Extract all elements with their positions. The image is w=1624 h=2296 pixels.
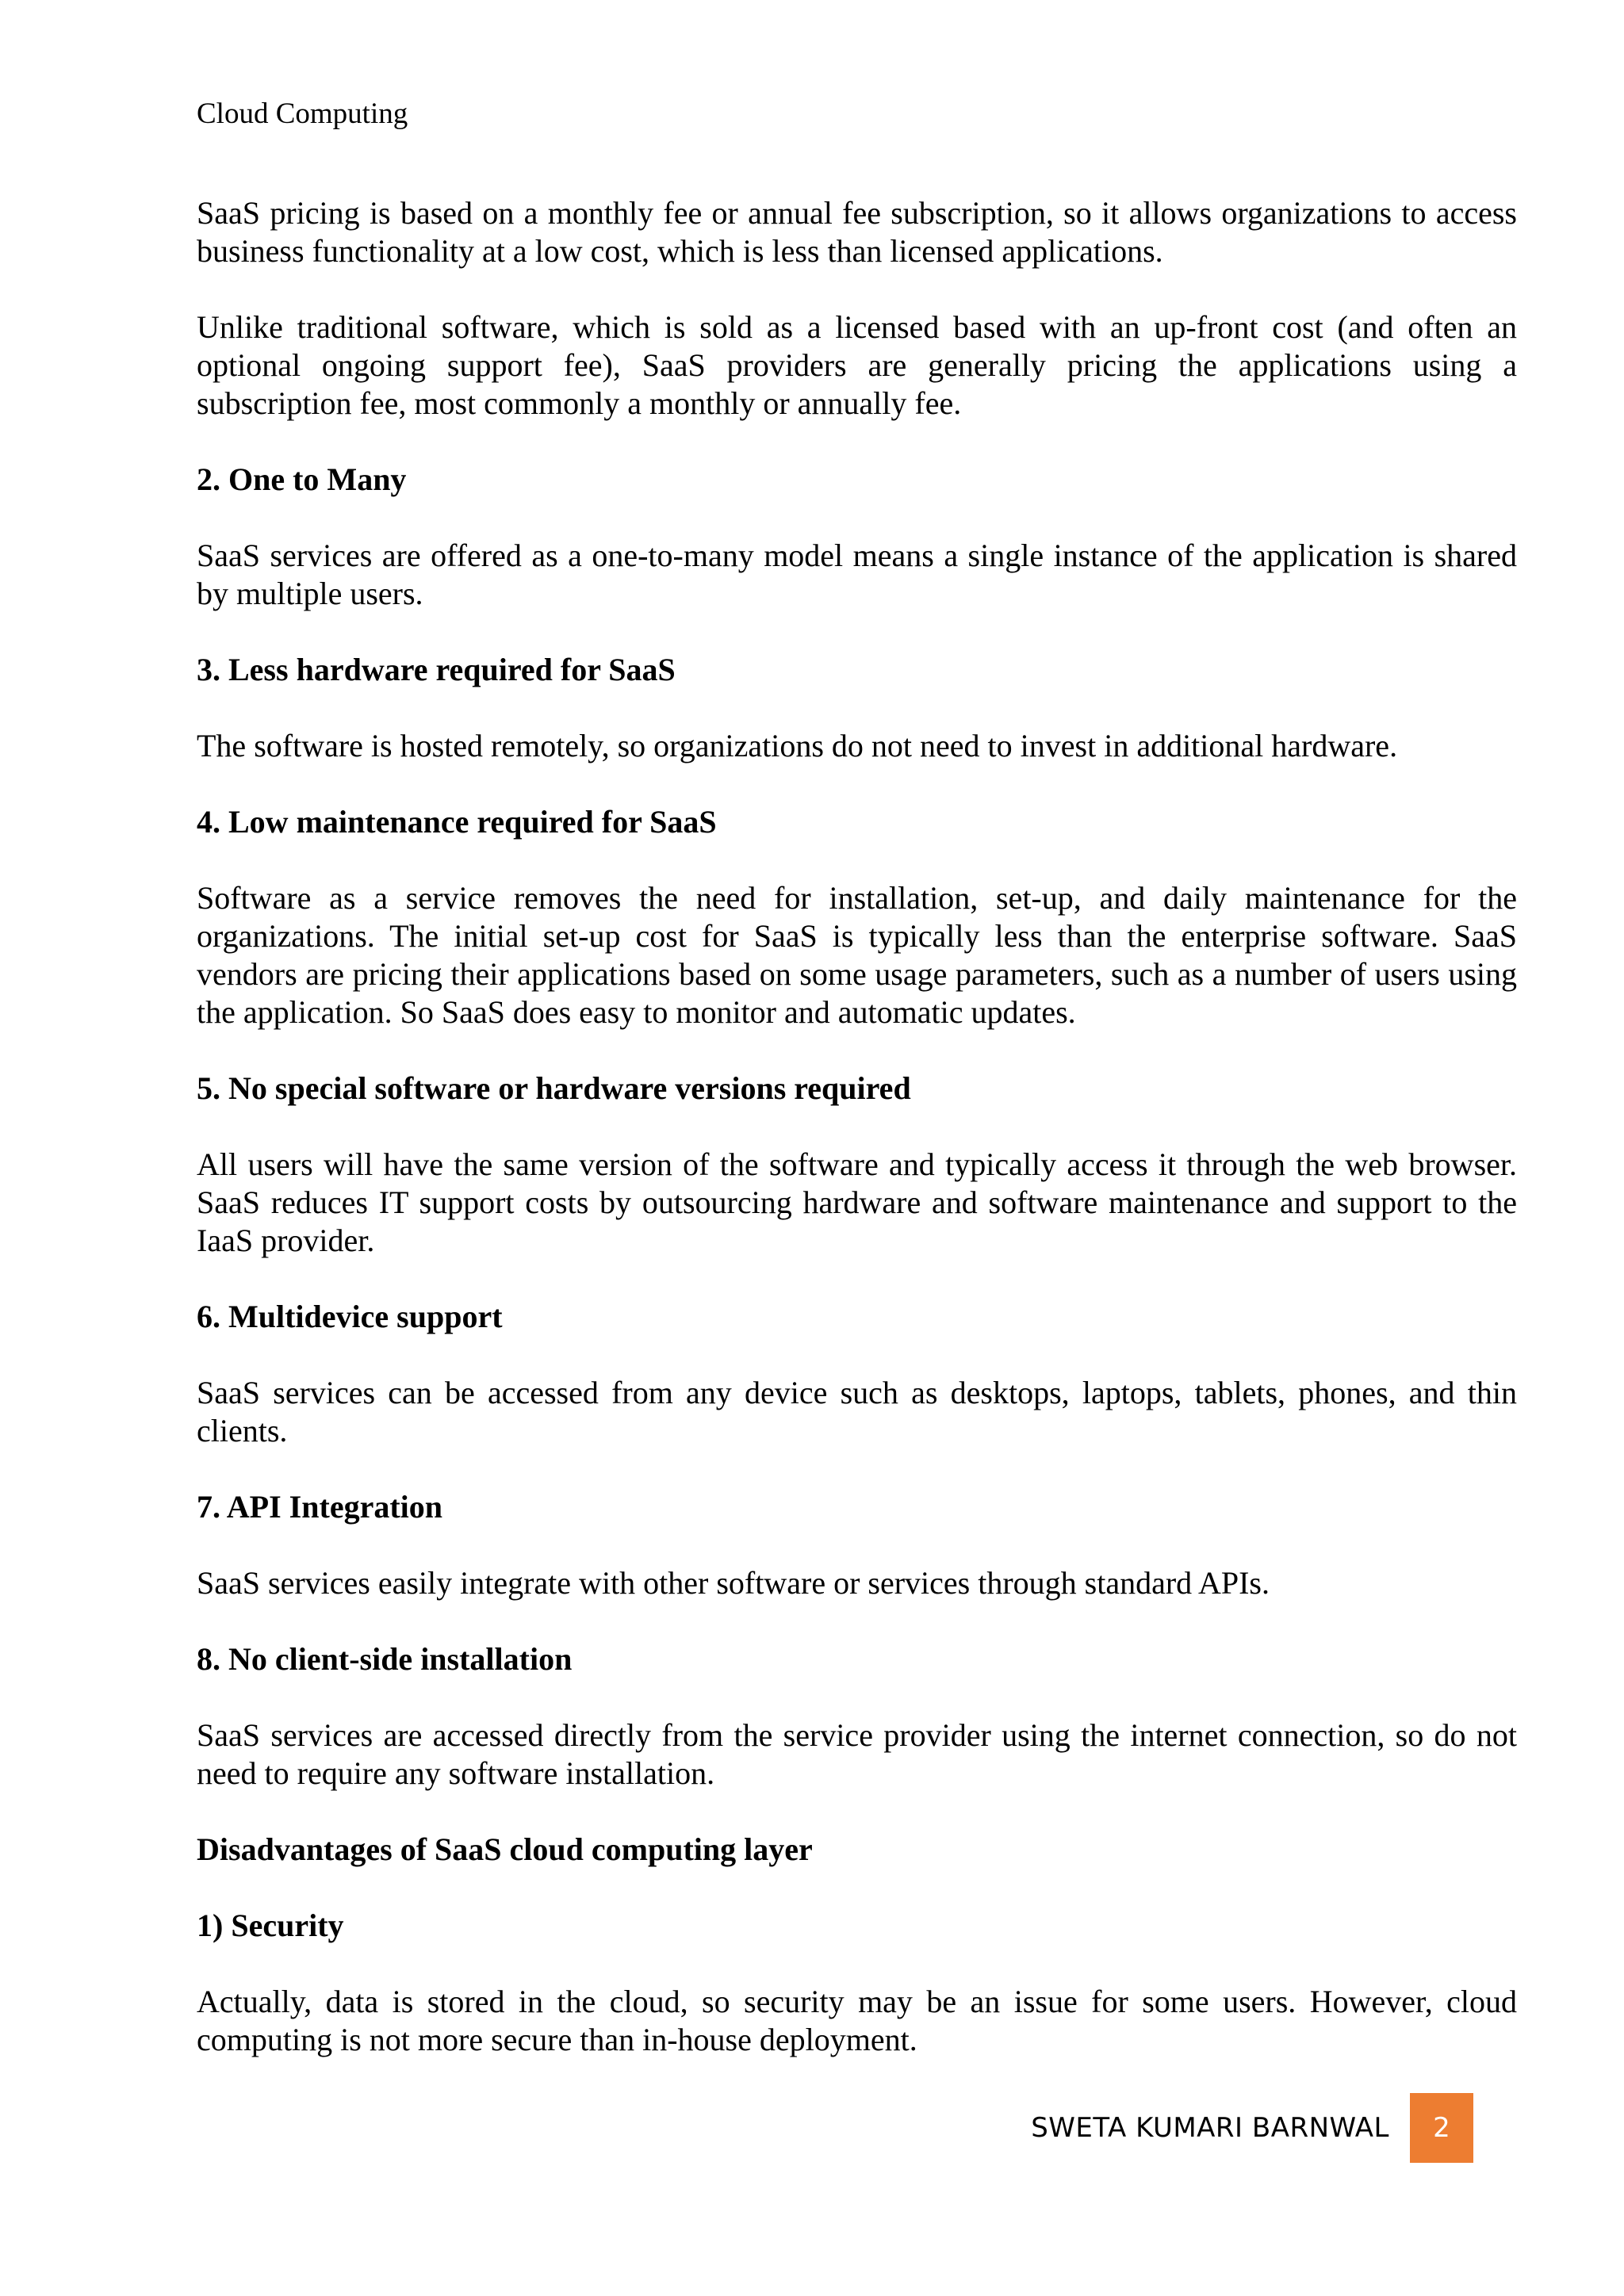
paragraph-low-maintenance: Software as a service removes the need for installation, set-up, and daily maintenance for the organizations. The initial set-up cost for SaaS is typically less than the enterprise software. SaaS vendors are pricing their applications based on some usage parameters, such as a number of users using the application. So SaaS does easy to monitor and automatic updates. <box>197 880 1517 1030</box>
paragraph-traditional-software: Unlike traditional software, which is sold as a licensed based with an up-front cost (and often an optional ongoing support fee), SaaS providers are generally pricing the applications using a subscription fee, most commonly a monthly or annually fee. <box>197 309 1517 421</box>
heading-no-special-versions: 5. No special software or hardware versions required <box>197 1070 911 1106</box>
heading-multidevice-support: 6. Multidevice support <box>197 1299 503 1334</box>
page-number-badge: 2 <box>1410 2093 1473 2163</box>
paragraph-no-special-versions: All users will have the same version of the software and typically access it through the web browser. SaaS reduces IT support costs by outsourcing hardware and software maintenance and support to the IaaS provider. <box>197 1146 1517 1258</box>
paragraph-multidevice-support: SaaS services can be accessed from any device such as desktops, laptops, tablets, phones, and thin clients. <box>197 1375 1517 1448</box>
heading-disadvantages: Disadvantages of SaaS cloud computing layer <box>197 1831 813 1867</box>
paragraph-no-client-installation: SaaS services are accessed directly from the service provider using the internet connection, so do not need to require any software installation. <box>197 1717 1517 1791</box>
heading-api-integration: 7. API Integration <box>197 1489 442 1525</box>
heading-no-client-installation: 8. No client-side installation <box>197 1641 573 1677</box>
heading-one-to-many: 2. One to Many <box>197 461 407 497</box>
paragraph-saas-pricing: SaaS pricing is based on a monthly fee or annual fee subscription, so it allows organizations to access business functionality at a low cost, which is less than licensed applications. <box>197 195 1517 269</box>
document-body <box>197 194 1517 2097</box>
paragraph-api-integration: SaaS services easily integrate with other software or services through standard APIs. <box>197 1565 1270 1601</box>
heading-low-maintenance: 4. Low maintenance required for SaaS <box>197 804 717 840</box>
heading-less-hardware: 3. Less hardware required for SaaS <box>197 652 676 687</box>
running-header: Cloud Computing <box>197 98 408 130</box>
page-footer <box>1031 2093 1473 2163</box>
heading-security: 1) Security <box>197 1908 344 1943</box>
paragraph-one-to-many: SaaS services are offered as a one-to-many model means a single instance of the application is shared by multiple users. <box>197 538 1517 611</box>
paragraph-less-hardware: The software is hosted remotely, so organizations do not need to invest in additional hardware. <box>197 728 1398 763</box>
paragraph-security: Actually, data is stored in the cloud, so security may be an issue for some users. However, cloud computing is not more secure than in-house deployment. <box>197 1984 1517 2057</box>
footer-author: SWETA KUMARI BARNWAL <box>1031 2112 1389 2144</box>
